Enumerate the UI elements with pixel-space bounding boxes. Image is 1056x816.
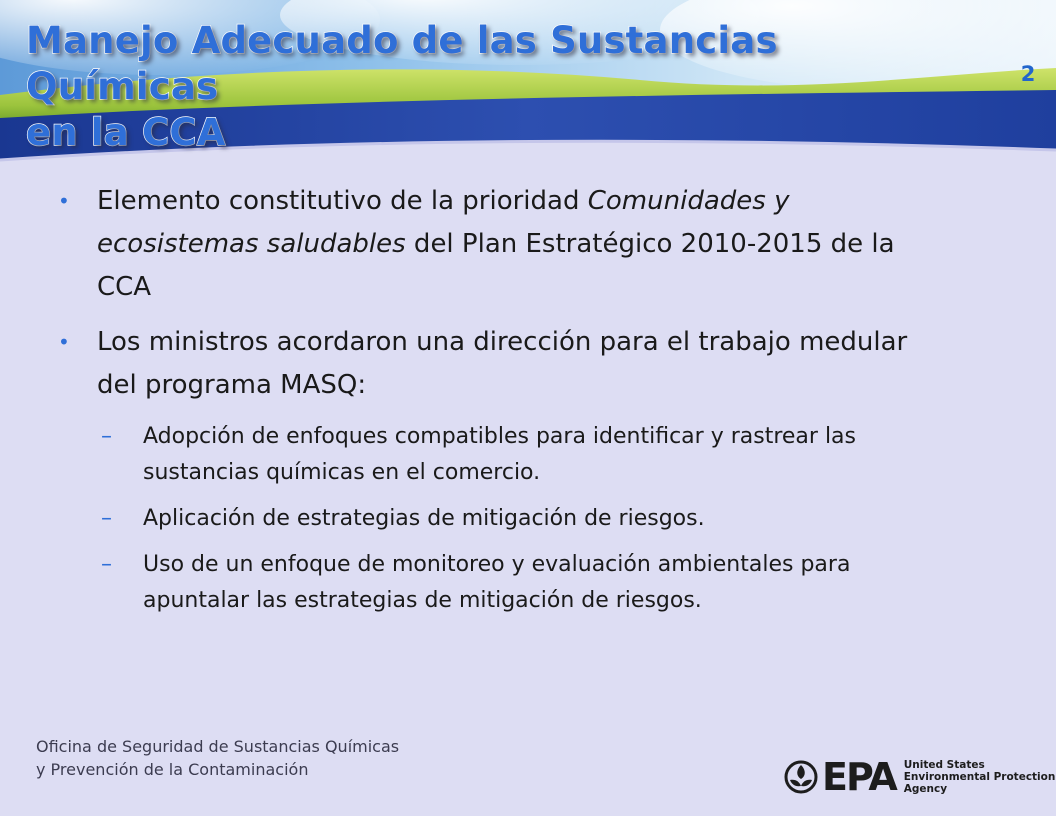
epa-agency-name (904, 759, 1056, 795)
epa-agency-line: Agency (903, 783, 948, 795)
footer-office-line: Oficina de Seguridad de Sustancias Químicas (36, 737, 400, 756)
sub-bullet-text: Aplicación de estrategias de mitigación de riesgos. (143, 506, 705, 531)
slide-title (26, 18, 926, 156)
sub-bullet-item (55, 501, 955, 537)
bullet-text-italic: Comunidades y ecosistemas saludables (97, 186, 790, 259)
sub-bullet-item (55, 547, 955, 619)
epa-flower-icon (784, 760, 818, 794)
bullet-item (55, 321, 955, 407)
slide-title-line: Manejo Adecuado de las Sustancias Químicas (26, 19, 778, 108)
sub-bullet-list (55, 419, 955, 619)
epa-agency-line: Environmental Protection (903, 771, 1056, 783)
sub-bullet-marker: – (101, 552, 112, 577)
slide-title-line: en la CCA (26, 111, 226, 154)
bullet-text: Elemento constitutivo de la prioridad (97, 186, 588, 216)
sub-bullet-text: Adopción de enfoques compatibles para identificar y rastrear las sustancias químicas en el comercio. (143, 424, 857, 485)
bullet-text: del Plan Estratégico 2010-2015 de la CCA (97, 229, 895, 302)
page-number: 2 (1020, 62, 1036, 86)
sub-bullet-item (55, 419, 955, 491)
bullet-item (55, 180, 955, 309)
bullet-marker: • (58, 330, 70, 354)
bullet-list (55, 180, 955, 629)
bullet-text: Los ministros acordaron una dirección para el trabajo medular del programa MASQ: (97, 327, 908, 400)
epa-agency-line: United States (903, 759, 985, 771)
sub-bullet-text: Uso de un enfoque de monitoreo y evaluación ambientales para apuntalar las estrategias de mitigación de riesgos. (143, 552, 851, 613)
footer-office-line: y Prevención de la Contaminación (36, 760, 309, 779)
sub-bullet-marker: – (101, 424, 112, 449)
sub-bullet-marker: – (101, 506, 112, 531)
epa-wordmark: EPA (822, 755, 896, 799)
epa-logo (784, 757, 1055, 797)
footer-office-name (36, 735, 399, 781)
bullet-marker: • (58, 189, 70, 213)
